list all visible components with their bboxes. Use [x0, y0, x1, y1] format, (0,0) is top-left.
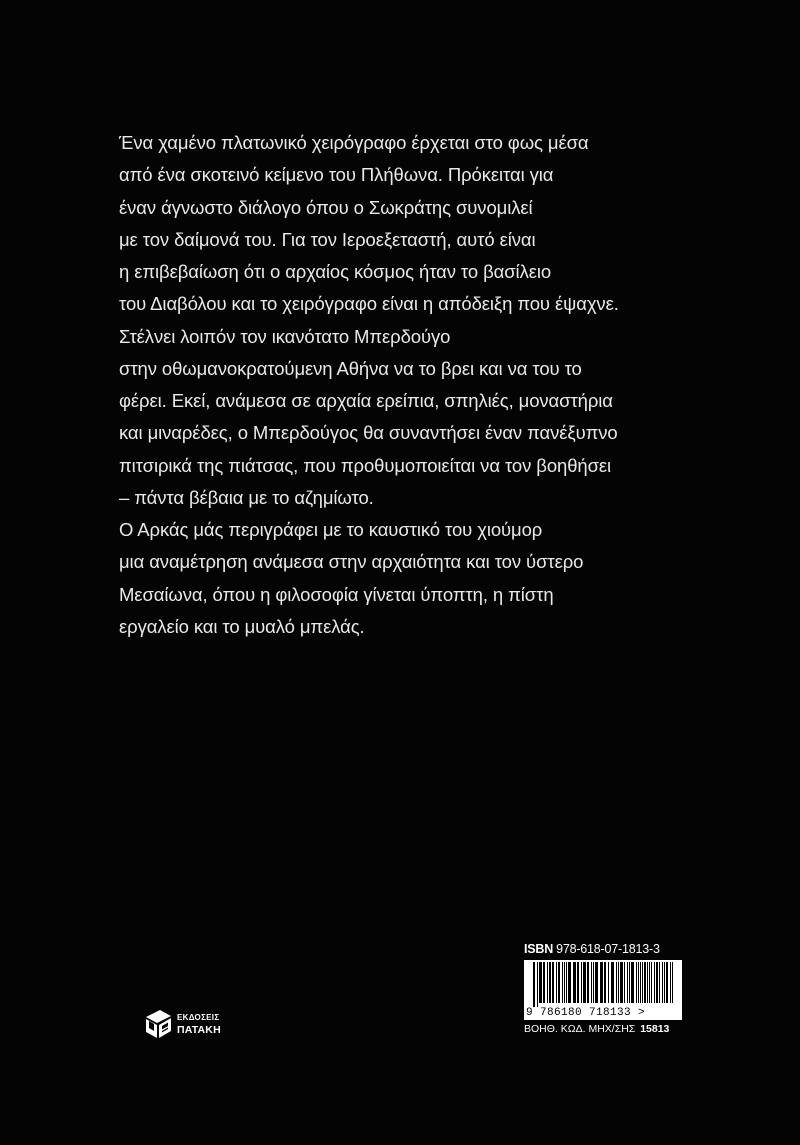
- barcode-bar: [543, 962, 545, 1003]
- blurb-line: από ένα σκοτεινό κείμενο του Πλήθωνα. Πρόκειται για: [119, 164, 554, 186]
- barcode-bar: [644, 962, 646, 1003]
- barcode-bar: [566, 962, 567, 1003]
- barcode-bar: [583, 962, 586, 1003]
- barcode-bar: [627, 962, 628, 1003]
- blurb-line: μια αναμέτρηση ανάμεσα στην αρχαιότητα και τον ύστερο: [119, 551, 584, 573]
- barcode-bar: [568, 962, 571, 1003]
- barcode-bar: [672, 962, 673, 1003]
- barcode-bar: [558, 962, 560, 1003]
- barcode-bar: [624, 962, 625, 1003]
- barcode-bar: [618, 962, 619, 1003]
- barcode-bar: [533, 962, 535, 1007]
- barcode-bar: [600, 962, 603, 1003]
- barcode-bar: [662, 962, 663, 1003]
- barcode-bar: [659, 962, 660, 1003]
- barcode-bar: [595, 962, 598, 1003]
- barcode-bar: [562, 962, 563, 1003]
- barcode-bar: [638, 962, 639, 1003]
- barcode-bar: [556, 962, 557, 1003]
- blurb-line: – πάντα βέβαια με το αζημίωτο.: [119, 486, 374, 508]
- barcode-bar: [651, 962, 652, 1003]
- barcode-bar: [670, 962, 671, 1003]
- barcode-bar: [647, 962, 648, 1003]
- barcode: [524, 960, 682, 1020]
- barcode-bar: [666, 962, 668, 1003]
- blurb-line: και μιναρέδες, ο Μπερδούγος θα συναντήσει έναν πανέξυπνο: [119, 422, 618, 444]
- barcode-bar: [539, 962, 542, 1003]
- barcode-bar: [654, 962, 655, 1003]
- barcode-bar: [591, 962, 592, 1003]
- barcode-bar: [587, 962, 589, 1003]
- blurb-line: στην οθωμανοκρατούμενη Αθήνα να το βρει και να του το: [119, 357, 582, 379]
- internal-code-line: [524, 1022, 684, 1036]
- blurb-line: με τον δαίμονά του. Για τον Ιεροεξεταστή, αυτό είναι: [119, 228, 536, 250]
- publisher-name-line1: ΕΚΔΟΣΕΙΣ: [177, 1013, 220, 1022]
- blurb-line: του Διαβόλου και το χειρόγραφο είναι η απόδειξη που έψαχνε.: [119, 293, 619, 315]
- blurb-line: Ο Αρκάς μάς περιγράφει με το καυστικό του χιούμορ: [119, 519, 543, 540]
- barcode-bar: [620, 962, 623, 1003]
- internal-code-label: ΒΟΗΘ. ΚΩΔ. ΜΗΧ/ΣΗΣ: [524, 1023, 636, 1035]
- barcode-bar: [631, 962, 634, 1003]
- isbn-line: [524, 941, 684, 957]
- barcode-bar: [664, 962, 665, 1003]
- barcode-bar: [581, 962, 582, 1003]
- barcode-bar: [547, 962, 548, 1003]
- isbn-label: ISBN: [524, 942, 554, 956]
- isbn-block: [524, 941, 684, 1036]
- blurb-line: Ένα χαμένο πλατωνικό χειρόγραφο έρχεται στο φως μέσα: [119, 132, 589, 153]
- barcode-bar: [537, 962, 538, 1007]
- barcode-bar: [611, 962, 614, 1003]
- barcode-bar: [552, 962, 554, 1003]
- blurb-line: Μεσαίωνα, όπου η φιλοσοφία γίνεται ύποπτη, η πίστη: [119, 583, 554, 605]
- internal-code-number: 15813: [640, 1023, 670, 1035]
- barcode-bar: [649, 962, 650, 1003]
- barcode-bar: [577, 962, 579, 1003]
- barcode-bar: [642, 962, 643, 1003]
- publisher-name-line2: ΠΑΤΑΚΗ: [177, 1024, 221, 1036]
- barcode-bar: [604, 962, 606, 1003]
- barcode-bars: [524, 960, 682, 1007]
- blurb-line: εργαλείο και το μυαλό μπελάς.: [119, 615, 365, 637]
- barcode-bar: [549, 962, 551, 1003]
- barcode-bar: [656, 962, 658, 1003]
- barcode-bar: [564, 962, 565, 1003]
- isbn-number: 978-618-07-1813-3: [556, 942, 660, 956]
- blurb-text: [119, 127, 719, 643]
- blurb-line: Στέλνει λοιπόν τον ικανότατο Μπερδούγο: [119, 325, 451, 347]
- blurb-line: έναν άγνωστο διάλογο όπου ο Σωκράτης συνομιλεί: [119, 196, 533, 218]
- barcode-bar: [593, 962, 594, 1003]
- barcode-bar: [629, 962, 630, 1003]
- publisher-logo: [142, 1007, 242, 1041]
- barcode-bar: [608, 962, 609, 1003]
- publisher-logo-icon: [142, 1007, 174, 1041]
- blurb-line: η επιβεβαίωση ότι ο αρχαίος κόσμος ήταν το βασίλειο: [119, 261, 552, 282]
- barcode-bar: [616, 962, 617, 1003]
- barcode-bar: [636, 962, 637, 1003]
- blurb-line: φέρει. Εκεί, ανάμεσα σε αρχαία ερείπια, σπηλιές, μοναστήρια: [119, 390, 613, 411]
- barcode-digits: 9 786180 718133 >: [524, 1007, 682, 1020]
- barcode-bar: [640, 962, 641, 1003]
- barcode-bar: [573, 962, 576, 1003]
- blurb-line: πιτσιρικά της πιάτσας, που προθυμοποιείται να τον βοηθήσει: [119, 454, 612, 476]
